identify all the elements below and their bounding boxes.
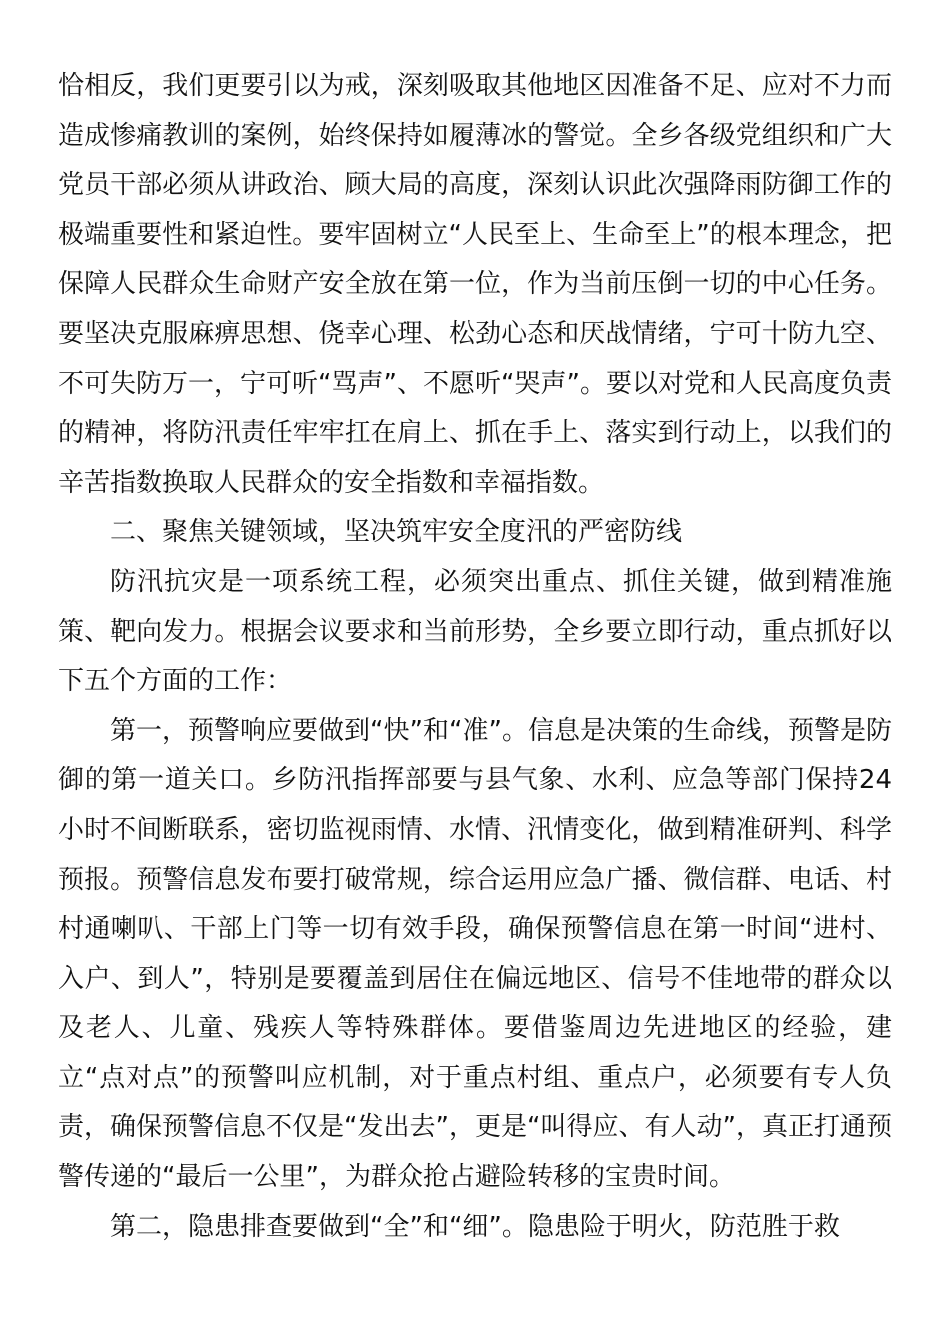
paragraph-continuation: 恰相反，我们更要引以为戒，深刻吸取其他地区因准备不足、应对不力而造成惨痛教训的案例，始终保持如履薄冰的警觉。全乡各级党组织和广大党员干部必须从讲政治、顾大局的高度，深刻认识此次强降雨防御工作的极端重要性和紧迫性。要牢固树立“人民至上、生命至上”的根本理念，把保障人民群众生命财产安全放在第一位，作为当前压倒一切的中心任务。要坚决克服麻痹思想、侥幸心理、松劲心态和厌战情绪，宁可十防九空、不可失防万一，宁可听“骂声”、不愿听“哭声”。要以对党和人民高度负责的精神，将防汛责任牢牢扛在肩上、抓在手上、落实到行动上，以我们的辛苦指数换取人民群众的安全指数和幸福指数。 (58, 71, 892, 498)
document-page (58, 62, 892, 1252)
paragraph-intro: 防汛抗灾是一项系统工程，必须突出重点、抓住关键，做到精准施策、靶向发力。根据会议要求和当前形势，全乡要立即行动，重点抓好以下五个方面的工作： (58, 566, 892, 697)
section-heading: 二、聚焦关键领域，坚决筑牢安全度汛的严密防线 (110, 517, 683, 548)
paragraph-point-one: 第一，预警响应要做到“快”和“准”。信息是决策的生命线，预警是防御的第一道关口。乡防汛指挥部要与县气象、水利、应急等部门保持24小时不间断联系，密切监视雨情、水情、汛情变化，做到精准研判、科学预报。预警信息发布要打破常规，综合运用应急广播、微信群、电话、村村通喇叭、干部上门等一切有效手段，确保预警信息在第一时间“进村、入户、到人”，特别是要覆盖到居住在偏远地区、信号不佳地带的群众以及老人、儿童、残疾人等特殊群体。要借鉴周边先进地区的经验，建立“点对点”的预警叫应机制，对于重点村组、重点户，必须要有专人负责，确保预警信息不仅是“发出去”，更是“叫得应、有人动”，真正打通预警传递的“最后一公里”，为群众抢占避险转移的宝贵时间。 (58, 715, 892, 1193)
paragraph-point-two: 第二，隐患排查要做到“全”和“细”。隐患险于明火，防范胜于救 (110, 1211, 840, 1242)
